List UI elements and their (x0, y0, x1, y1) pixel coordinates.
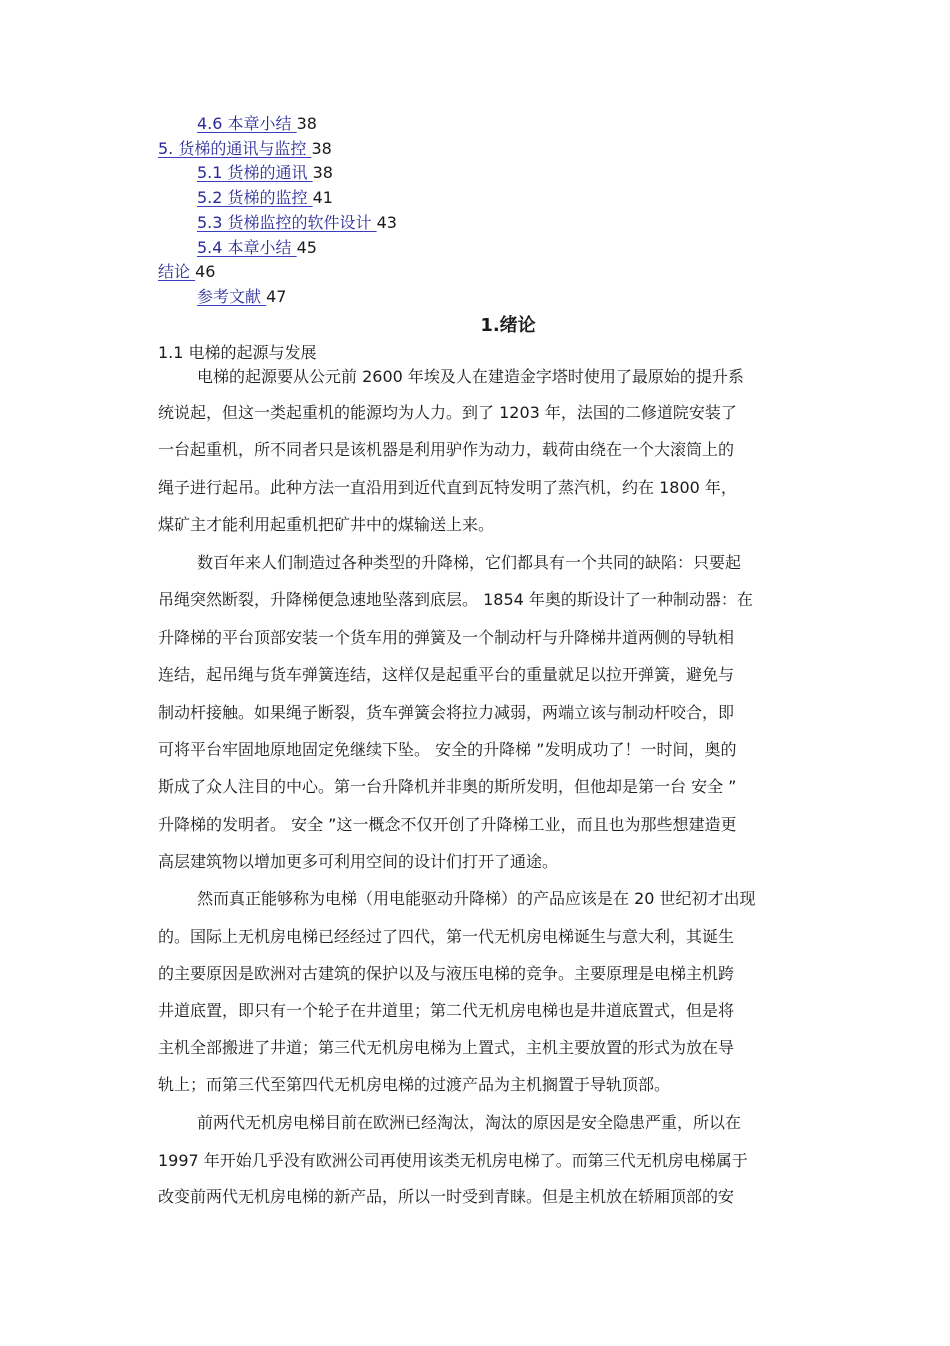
toc-entry-label[interactable]: 5. 货梯的通讯与监控 (158, 139, 312, 158)
body-line: 斯成了众人注目的中心。第一台升降机并非奥的斯所发明，但他却是第一台 安全 ” (158, 777, 737, 796)
body-line: 改变前两代无机房电梯的新产品，所以一时受到青睐。但是主机放在轿厢顶部的安 (158, 1187, 735, 1206)
toc-entry-page: 46 (195, 262, 216, 281)
body-line: 升降梯的平台顶部安装一个货车用的弹簧及一个制动杆与升降梯井道两侧的导轨相 (158, 628, 735, 647)
body-line: 可将平台牢固地原地固定免继续下坠。 安全的升降梯 ”发明成功了！一时间，奥的 (158, 740, 737, 759)
body-line: 的主要原因是欧洲对古建筑的保护以及与液压电梯的竞争。主要原理是电梯主机跨 (158, 964, 735, 983)
body-line: 电梯的起源要从公元前 2600 年埃及人在建造金字塔时使用了最原始的提升系 (197, 367, 744, 386)
toc-entry-label[interactable]: 5.3 货梯监控的软件设计 (197, 213, 377, 232)
toc-entry-label[interactable]: 5.1 货梯的通讯 (197, 163, 313, 182)
body-line: 高层建筑物以增加更多可利用空间的设计们打开了通途。 (158, 852, 559, 871)
body-line: 井道底置，即只有一个轮子在井道里；第二代无机房电梯也是井道底置式，但是将 (158, 1001, 735, 1020)
toc-entry-label[interactable]: 结论 (158, 262, 196, 281)
body-line: 1997 年开始几乎没有欧洲公司再使用该类无机房电梯了。而第三代无机房电梯属于 (158, 1151, 748, 1170)
body-line: 绳子进行起吊。此种方法一直沿用到近代直到瓦特发明了蒸汽机，约在 1800 年， (158, 478, 737, 497)
body-line: 前两代无机房电梯目前在欧洲已经淘汰，淘汰的原因是安全隐患严重，所以在 (197, 1113, 742, 1132)
body-line: 一台起重机，所不同者只是该机器是利用驴作为动力，载荷由绕在一个大滚筒上的 (158, 440, 735, 459)
toc-entry-5-1[interactable] (197, 163, 333, 183)
body-line: 连结，起吊绳与货车弹簧连结，这样仅是起重平台的重量就足以拉开弹簧，避免与 (158, 665, 735, 684)
toc-entry-4-6[interactable] (197, 114, 317, 134)
toc-entry-page: 38 (311, 139, 332, 158)
body-line: 主机全部搬进了井道；第三代无机房电梯为上置式，主机主要放置的形式为放在导 (158, 1038, 735, 1057)
toc-entry-label[interactable]: 5.4 本章小结 (197, 238, 297, 257)
section-title: 1.1 电梯的起源与发展 (158, 343, 317, 362)
body-line: 统说起，但这一类起重机的能源均为人力。到了 1203 年，法国的二修道院安装了 (158, 403, 737, 422)
body-line: 轨上；而第三代至第四代无机房电梯的过渡产品为主机搁置于导轨顶部。 (158, 1075, 671, 1094)
toc-entry-label[interactable]: 参考文献 (197, 287, 267, 306)
body-line: 煤矿主才能利用起重机把矿井中的煤输送上来。 (158, 515, 495, 534)
toc-entry-page: 41 (312, 188, 333, 207)
toc-entry-5-2[interactable] (197, 188, 333, 208)
toc-entry-references[interactable] (197, 287, 286, 307)
body-line: 吊绳突然断裂，升降梯便急速地坠落到底层。 1854 年奥的斯设计了一种制动器：在 (158, 590, 753, 609)
toc-entry-label[interactable]: 5.2 货梯的监控 (197, 188, 313, 207)
toc-entry-label[interactable]: 4.6 本章小结 (197, 114, 297, 133)
body-line: 升降梯的发明者。 安全 ”这一概念不仅开创了升降梯工业，而且也为那些想建造更 (158, 815, 737, 834)
toc-entry-page: 38 (312, 163, 333, 182)
toc-entry-page: 43 (376, 213, 397, 232)
toc-entry-5-4[interactable] (197, 238, 317, 258)
toc-entry-5[interactable] (158, 139, 332, 159)
toc-entry-page: 45 (296, 238, 317, 257)
toc-entry-5-3[interactable] (197, 213, 397, 233)
body-line: 数百年来人们制造过各种类型的升降梯，它们都具有一个共同的缺陷：只要起 (197, 553, 742, 572)
body-line: 制动杆接触。如果绳子断裂，货车弹簧会将拉力减弱，两端立该与制动杆咬合，即 (158, 703, 735, 722)
toc-entry-conclusion[interactable] (158, 262, 215, 282)
chapter-title: 1.绪论 (480, 315, 536, 336)
body-line: 的。国际上无机房电梯已经经过了四代，第一代无机房电梯诞生与意大利，其诞生 (158, 927, 735, 946)
toc-entry-page: 47 (266, 287, 287, 306)
toc-entry-page: 38 (296, 114, 317, 133)
body-line: 然而真正能够称为电梯（用电能驱动升降梯）的产品应该是在 20 世纪初才出现 (197, 889, 756, 908)
